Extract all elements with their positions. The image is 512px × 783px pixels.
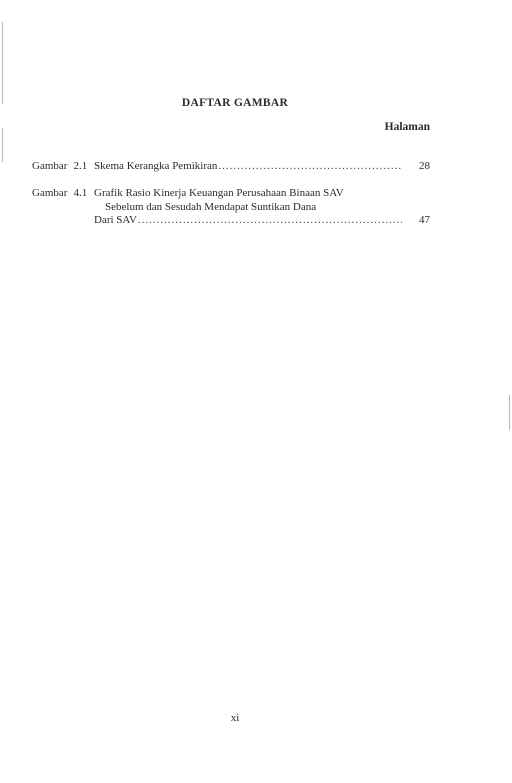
- page-column-header: Halaman: [384, 121, 430, 133]
- leader-dots: [218, 160, 402, 174]
- figure-page-number: 28: [419, 160, 430, 172]
- scan-edge-mark: [2, 22, 3, 104]
- page-number-footer: xi: [230, 712, 240, 724]
- figure-caption-line: Dari SAV: [94, 214, 137, 226]
- scan-edge-mark: [509, 395, 510, 430]
- figure-entry-line: [32, 160, 430, 174]
- figure-list-entry: [32, 160, 430, 174]
- figure-page-number: 47: [419, 214, 430, 226]
- leader-dots: [138, 214, 402, 228]
- figure-caption-line: Sebelum dan Sesudah Mendapat Suntikan Dana: [105, 200, 317, 213]
- figure-label: Gambar 4.1: [32, 187, 88, 199]
- figure-caption-continuation: [32, 201, 430, 215]
- figure-list-entry: [32, 187, 430, 228]
- figure-caption: Grafik Rasio Kinerja Keuangan Perusahaan Binaan SAV: [94, 187, 344, 199]
- figure-caption: Skema Kerangka Pemikiran: [94, 160, 218, 172]
- page-title: DAFTAR GAMBAR: [181, 97, 289, 109]
- figure-entry-line: [32, 214, 430, 228]
- figure-entry-line: [32, 187, 430, 201]
- scan-edge-mark: [2, 128, 3, 162]
- figure-label: Gambar 2.1: [32, 160, 88, 172]
